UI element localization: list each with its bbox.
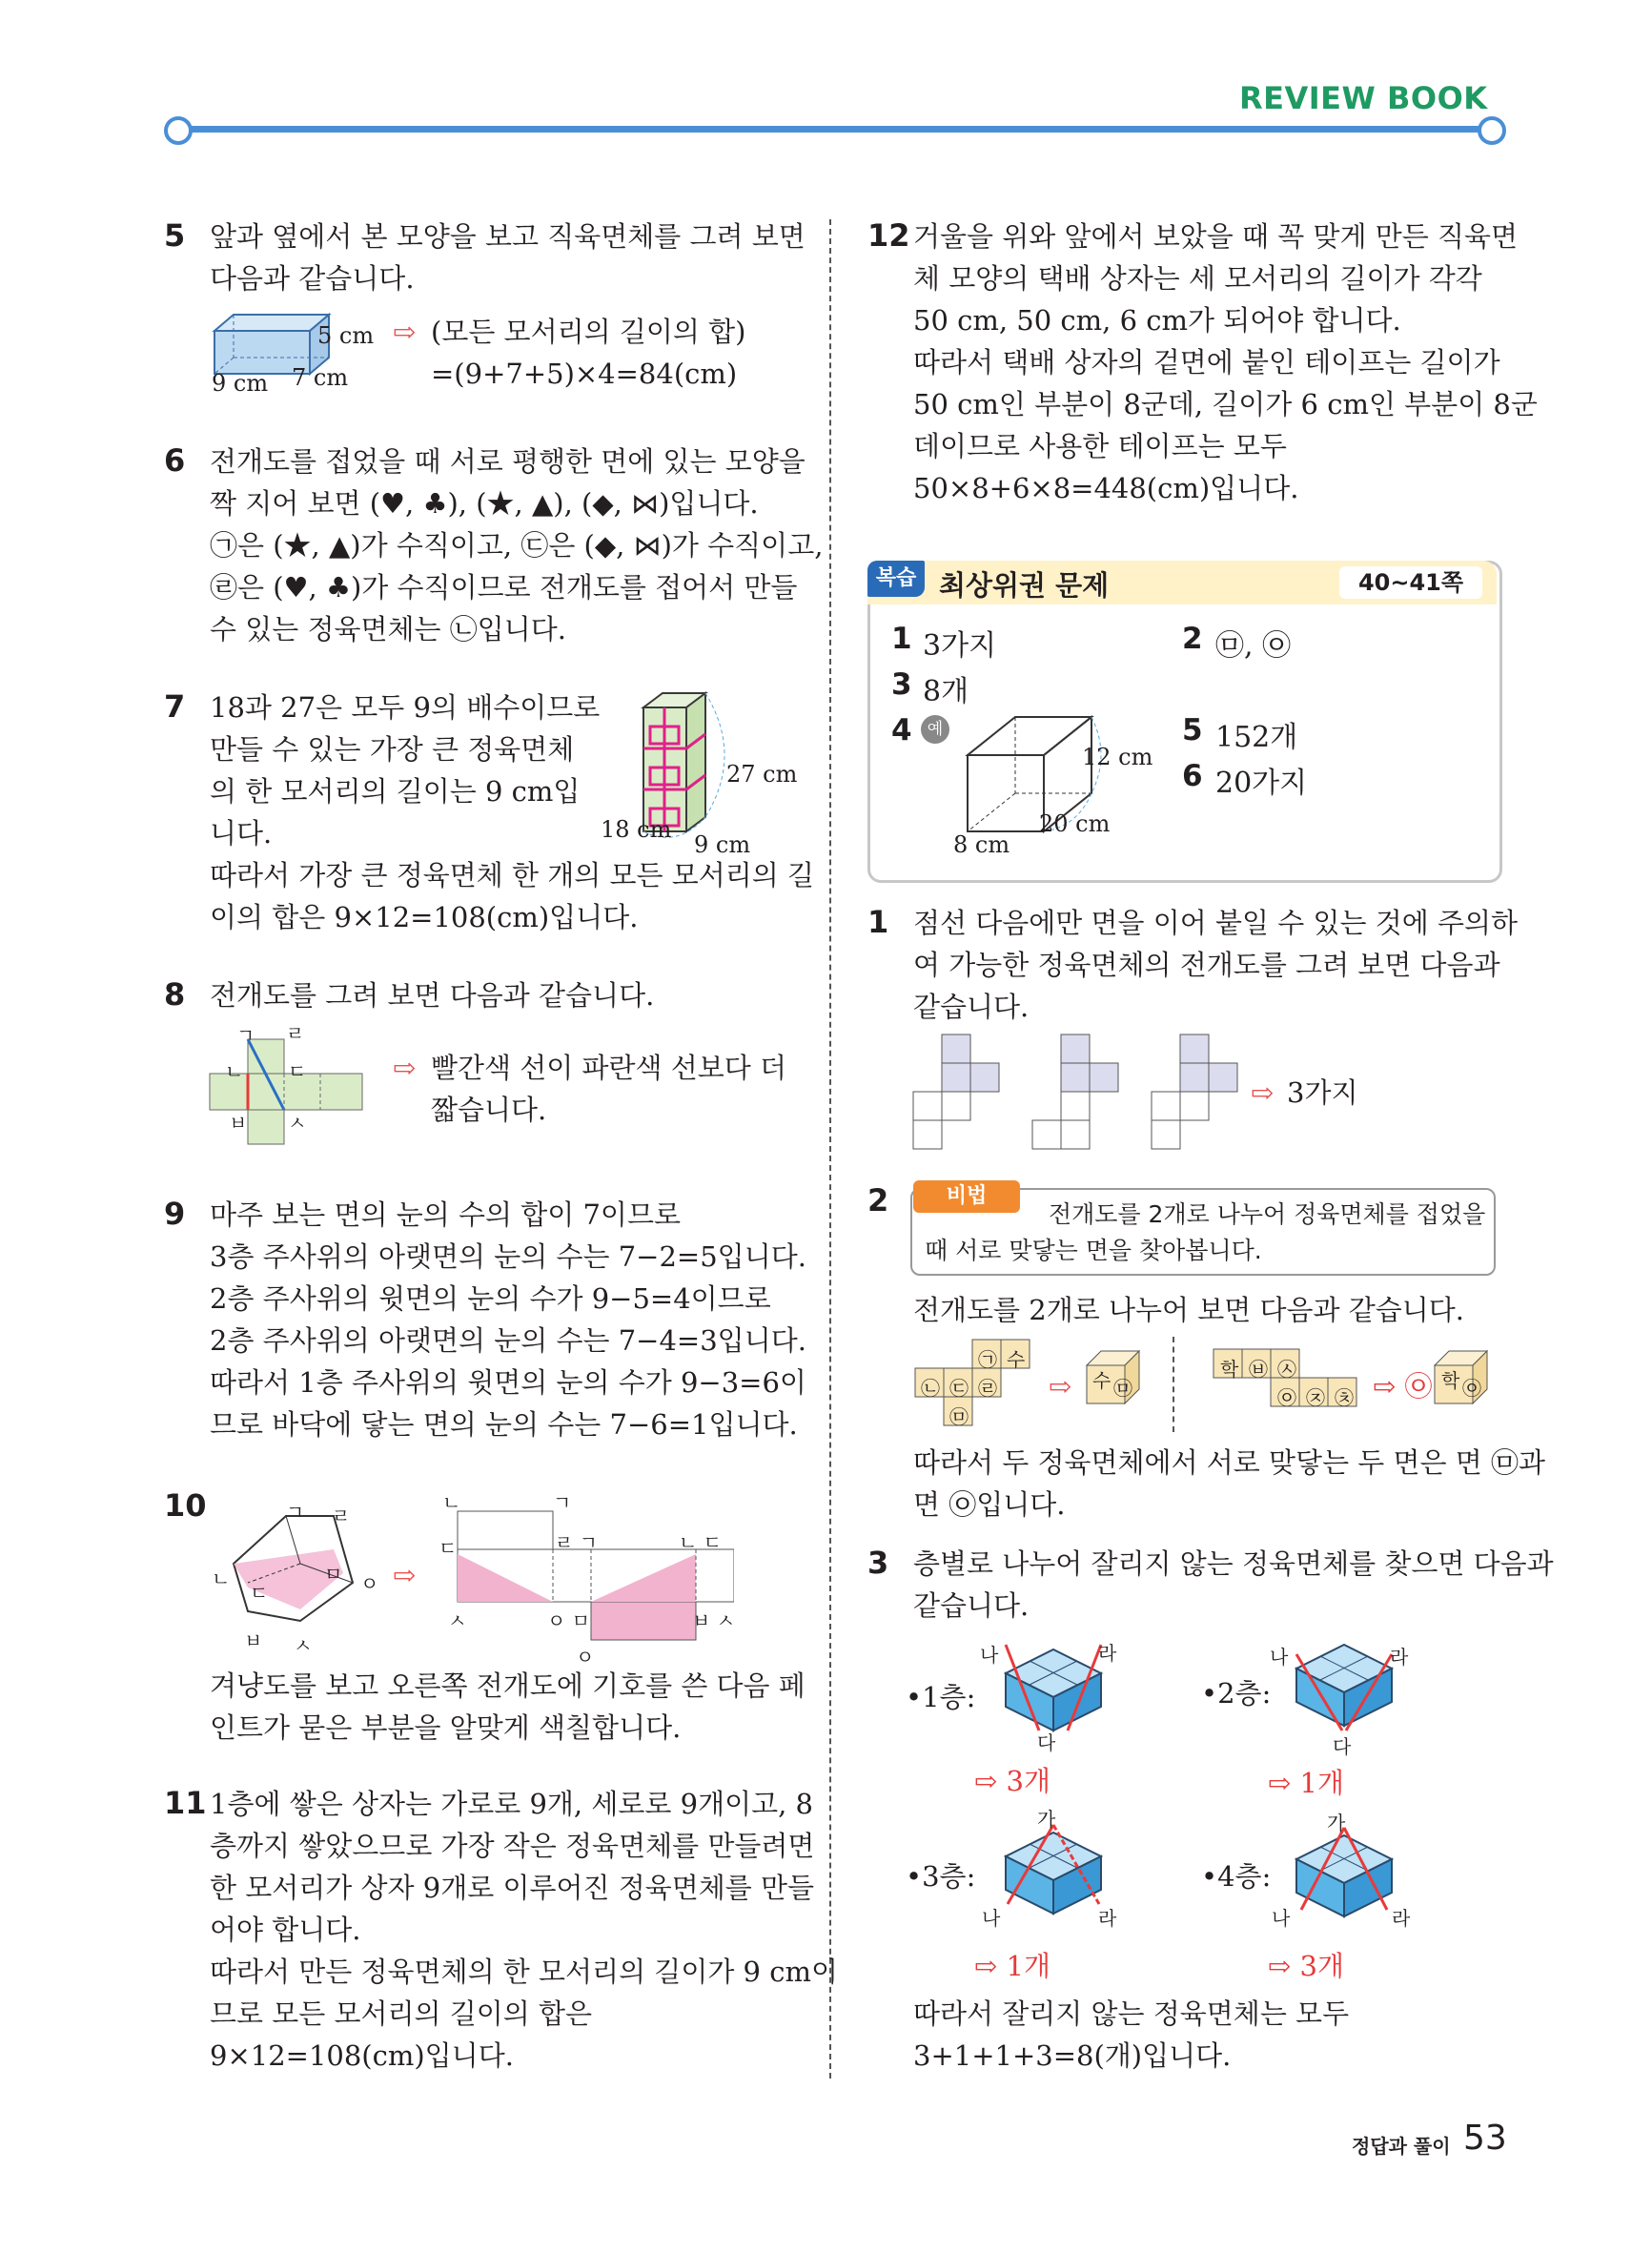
net-label: 수 <box>1007 1348 1026 1371</box>
problem-11-line: 한 모서리가 상자 9개로 이루어진 정육면체를 만들 <box>210 1872 815 1904</box>
problem-6-line: ㉠은 (★, ▲)가 수직이고, ㉢은 (◆, ⋈)가 수직이고, <box>210 529 824 562</box>
problem-7-line: 의 한 모서리의 길이는 9 cm입 <box>210 775 581 808</box>
net-label: ㉣ <box>978 1377 997 1400</box>
rule-dot-left <box>164 116 193 145</box>
answer-value: 3가지 <box>923 629 997 663</box>
review-badge: 복습 <box>867 561 925 597</box>
problem-8-number: 8 <box>164 976 186 1013</box>
net-label: ㉨ <box>1306 1386 1325 1409</box>
problem-9-line: 따라서 1층 주사위의 윗면의 눈의 수가 9−3=6이 <box>210 1366 806 1399</box>
column-divider <box>829 219 831 2079</box>
problem-7-number: 7 <box>164 688 186 725</box>
vertex-label: ㄹ <box>286 1022 305 1045</box>
net-label: ㉥ <box>1249 1358 1268 1381</box>
vertex-label: ㄴ ㄷ <box>679 1531 722 1554</box>
question-2-number: 2 <box>867 1182 889 1219</box>
problem-6-line: ㉣은 (♥, ♣)가 수직이므로 전개도를 접어서 만들 <box>210 571 798 604</box>
vertex-label: ㄴ <box>212 1567 231 1590</box>
answer-number: 1 <box>891 622 912 656</box>
arrow-icon: ⇨ <box>393 1559 417 1591</box>
floor-label: •2층: <box>1201 1677 1272 1710</box>
point-label: 나 <box>982 1907 1001 1930</box>
label-27cm: 27 cm <box>726 761 798 788</box>
answer-number: 4 <box>891 713 912 748</box>
arrow-icon: ⇨ <box>393 1052 417 1084</box>
problem-9-line: 2층 주사위의 아랫면의 눈의 수는 7−4=3입니다. <box>210 1324 806 1357</box>
problem-10-net-diagram <box>448 1502 734 1645</box>
answer-value: ㉤, ㉧ <box>1215 629 1292 663</box>
question-3-number: 3 <box>867 1545 889 1581</box>
problem-7-line: 18과 27은 모두 9의 배수이므로 <box>210 691 601 724</box>
question-3-line: 따라서 잘리지 않는 정육면체는 모두 <box>913 1997 1350 2030</box>
net-label: ㉧ <box>1277 1386 1296 1409</box>
label-9cm-b: 9 cm <box>694 831 751 858</box>
net-label: ㉩ <box>1335 1386 1354 1409</box>
vertex-label: ㄷ <box>250 1582 269 1605</box>
problem-7-line: 니다. <box>210 817 273 850</box>
label-18cm: 18 cm <box>601 816 672 843</box>
point-label: 라 <box>1390 1646 1409 1669</box>
question-3-line: 층별로 나누어 잘리지 않는 정육면체를 찾으면 다음과 <box>913 1547 1554 1580</box>
arrow-result: ⇨ ㉧ <box>1373 1370 1433 1403</box>
problem-5-line: 앞과 옆에서 본 모양을 보고 직육면체를 그려 보면 <box>210 220 806 253</box>
floor-label: •3층: <box>906 1860 976 1893</box>
problem-12-line: 50×8+6×8=448(cm)입니다. <box>913 472 1299 504</box>
question-1-line: 점선 다음에만 면을 이어 붙일 수 있는 것에 주의하 <box>913 907 1519 939</box>
problem-6-line: 수 있는 정육면체는 ㉡입니다. <box>210 613 567 645</box>
vertex-label: ㄴ <box>225 1060 244 1083</box>
answer-value: 8개 <box>923 675 969 708</box>
vertex-label: ㄹ <box>332 1505 351 1527</box>
point-label: 다 <box>1037 1731 1056 1754</box>
problem-7-line: 이의 합은 9×12=108(cm)입니다. <box>210 901 639 933</box>
net-label: ㉢ <box>949 1377 969 1400</box>
vertex-label: ㅇ ㅁ <box>547 1609 590 1632</box>
problem-12-line: 50 cm인 부분이 8군데, 길이가 6 cm인 부분이 8군 <box>913 388 1538 420</box>
cube-face-label: ㉧ <box>1462 1377 1481 1400</box>
net-label: 학 <box>1220 1358 1239 1381</box>
tip-badge: 비법 PLUS <box>913 1180 1020 1213</box>
problem-12-line: 체 모양의 택배 상자는 세 모서리의 길이가 각각 <box>913 262 1482 295</box>
cube-face-label: 수 <box>1092 1369 1112 1392</box>
answer-number: 2 <box>1182 622 1203 656</box>
arrow-icon: ⇨ <box>1251 1076 1275 1109</box>
vertex-label: ㄹ ㄱ <box>555 1531 598 1554</box>
arrow-icon: ⇨ <box>1049 1370 1072 1403</box>
problem-12-line: 거울을 위와 앞에서 보았을 때 꼭 맞게 만든 직육면 <box>913 220 1519 253</box>
answer-number: 3 <box>891 667 912 702</box>
problem-11-number: 11 <box>164 1785 207 1821</box>
floor-result: ⇨ 3개 <box>1268 1950 1344 1982</box>
problem-12-line: 50 cm, 50 cm, 6 cm가 되어야 합니다. <box>913 304 1401 337</box>
problem-12-line: 데이므로 사용한 테이프는 모두 <box>913 430 1287 462</box>
problem-11-line: 1층에 쌓은 상자는 가로로 9개, 세로로 9개이고, 8 <box>210 1788 814 1820</box>
review-title: 최상위권 문제 <box>939 569 1110 602</box>
label-9cm: 9 cm <box>212 370 269 397</box>
problem-9-line: 3층 주사위의 아랫면의 눈의 수는 7−2=5입니다. <box>210 1240 806 1273</box>
cube-face-label: 학 <box>1441 1369 1460 1392</box>
problem-11-line: 어야 합니다. <box>210 1914 361 1946</box>
point-label: 나 <box>1272 1907 1291 1930</box>
point-label: 나 <box>1270 1646 1289 1669</box>
problem-5-formula: (모든 모서리의 길이의 합) <box>431 316 746 348</box>
problem-10-line: 겨냥도를 보고 오른쪽 전개도에 기호를 쓴 다음 페 <box>210 1669 806 1702</box>
point-label: 라 <box>1392 1907 1411 1930</box>
vertex-label: ㅅ <box>288 1112 307 1135</box>
question-1-line: 같습니다. <box>913 991 1030 1023</box>
question-1-line: 여 가능한 정육면체의 전개도를 그려 보면 다음과 <box>913 949 1500 981</box>
label-12cm: 12 cm <box>1082 744 1153 770</box>
problem-5-number: 5 <box>164 217 186 254</box>
problem-7-line: 따라서 가장 큰 정육면체 한 개의 모든 모서리의 길 <box>210 859 815 891</box>
problem-8-line: 전개도를 그려 보면 다음과 같습니다. <box>210 979 655 1012</box>
problem-11-line: 따라서 만든 정육면체의 한 모서리의 길이가 9 cm이 <box>210 1956 838 1988</box>
label-5cm: 5 cm <box>317 322 375 349</box>
example-badge: 예 <box>921 715 949 744</box>
vertex-label: ㅁ <box>324 1563 343 1586</box>
question-1-number: 1 <box>867 904 889 940</box>
page-number: 53 <box>1463 2119 1507 2158</box>
question-3-line: 같습니다. <box>913 1589 1030 1622</box>
floor-result: ⇨ 1개 <box>974 1950 1050 1982</box>
problem-11-line: 므로 모든 모서리의 길이의 합은 <box>210 1997 593 2030</box>
problem-9-number: 9 <box>164 1196 186 1232</box>
vertex-label: ㅇ <box>576 1646 595 1669</box>
problem-8-answer: 짧습니다. <box>431 1094 547 1126</box>
problem-12-number: 12 <box>867 217 910 254</box>
problem-10-line: 인트가 묻은 부분을 알맞게 색칠합니다. <box>210 1711 682 1744</box>
floor-4-cubes <box>1287 1826 1401 1931</box>
point-label: 가 <box>1037 1808 1056 1831</box>
vertex-label: ㅅ <box>448 1609 467 1632</box>
net-separator <box>1173 1337 1174 1432</box>
net-label: ㉠ <box>978 1348 997 1371</box>
vertex-label: ㄴ <box>442 1491 461 1514</box>
vertex-label: ㅂ <box>244 1629 263 1652</box>
problem-9-line: 마주 보는 면의 눈의 수의 합이 7이므로 <box>210 1198 681 1231</box>
vertex-label: ㅅ <box>294 1634 313 1657</box>
net-label: ㉡ <box>921 1377 940 1400</box>
answer-value: 152개 <box>1215 721 1298 754</box>
vertex-label: ㅂ <box>229 1112 248 1135</box>
problem-7-line: 만들 수 있는 가장 큰 정육면체 <box>210 733 575 766</box>
floor-result: ⇨ 1개 <box>1268 1767 1344 1799</box>
answer-value: 20가지 <box>1215 767 1308 800</box>
tip-line: 전개도를 2개로 나누어 정육면체를 접었을 <box>1049 1200 1486 1228</box>
question-2-line: 전개도를 2개로 나누어 보면 다음과 같습니다. <box>913 1294 1465 1326</box>
question-3-line: 3+1+1+3=8(개)입니다. <box>913 2039 1232 2072</box>
label-8cm: 8 cm <box>953 831 1010 858</box>
net-label: ㉦ <box>1277 1358 1296 1381</box>
point-label: 나 <box>980 1644 999 1667</box>
vertex-label: ㄷ <box>438 1537 458 1560</box>
problem-9-line: 므로 바닥에 닿는 면의 눈의 수는 7−6=1입니다. <box>210 1408 798 1441</box>
problem-11-line: 9×12=108(cm)입니다. <box>210 2039 514 2072</box>
vertex-label: ㅇ <box>360 1572 379 1595</box>
question-1-nets-diagram <box>910 1032 1263 1156</box>
point-label: 다 <box>1333 1735 1352 1758</box>
floor-label: •1층: <box>906 1681 976 1713</box>
tip-line: 때 서로 맞닿는 면을 찾아봅니다. <box>925 1237 1262 1264</box>
problem-5-line: 다음과 같습니다. <box>210 262 415 295</box>
vertex-label: ㄱ <box>236 1024 255 1047</box>
problem-6-line: 전개도를 접었을 때 서로 평행한 면에 있는 모양을 <box>210 445 806 478</box>
floor-result: ⇨ 3개 <box>974 1765 1050 1797</box>
brand-title: REVIEW BOOK <box>1239 80 1488 116</box>
point-label: 라 <box>1098 1642 1117 1665</box>
problem-11-line: 층까지 쌓았으므로 가장 작은 정육면체를 만들려면 <box>210 1830 815 1862</box>
floor-label: •4층: <box>1201 1860 1272 1893</box>
net-label: ㉤ <box>949 1405 969 1428</box>
label-7cm: 7 cm <box>292 364 349 391</box>
problem-9-line: 2층 주사위의 윗면의 눈의 수가 9−5=4이므로 <box>210 1282 771 1315</box>
problem-8-answer: 빨간색 선이 파란색 선보다 더 <box>431 1052 787 1084</box>
floor-2-cubes <box>1287 1635 1401 1740</box>
question-2-line: 따라서 두 정육면체에서 서로 맞닿는 두 면은 면 ㉤과 <box>913 1446 1546 1479</box>
problem-6-line: 짝 지어 보면 (♥, ♣), (★, ▲), (◆, ⋈)입니다. <box>210 487 759 520</box>
point-label: 가 <box>1327 1812 1346 1834</box>
review-pages: 40~41쪽 <box>1339 566 1482 599</box>
problem-6-number: 6 <box>164 442 186 479</box>
question-2-line: 면 ㉧입니다. <box>913 1488 1066 1521</box>
problem-12-line: 따라서 택배 상자의 겉면에 붙인 테이프는 길이가 <box>913 346 1500 379</box>
vertex-label: ㅂ ㅅ <box>692 1609 735 1632</box>
footer-label: 정답과 풀이 <box>1352 2135 1451 2158</box>
vertex-label: ㄷ <box>288 1060 307 1083</box>
question-1-result: 3가지 <box>1287 1076 1358 1109</box>
floor-3-cubes <box>996 1823 1111 1928</box>
header-rule <box>172 126 1497 133</box>
arrow-icon: ⇨ <box>393 316 417 348</box>
vertex-label: ㄱ <box>286 1501 305 1524</box>
cube-face-label: ㉤ <box>1113 1377 1132 1400</box>
point-label: 라 <box>1098 1907 1117 1930</box>
answer-number: 6 <box>1182 759 1203 793</box>
answer-number: 5 <box>1182 713 1203 748</box>
vertex-label: ㄱ <box>553 1491 572 1514</box>
label-20cm: 20 cm <box>1039 810 1111 837</box>
rule-dot-right <box>1478 116 1506 145</box>
problem-5-formula: =(9+7+5)×4=84(cm) <box>431 358 738 390</box>
problem-10-number: 10 <box>164 1487 207 1524</box>
